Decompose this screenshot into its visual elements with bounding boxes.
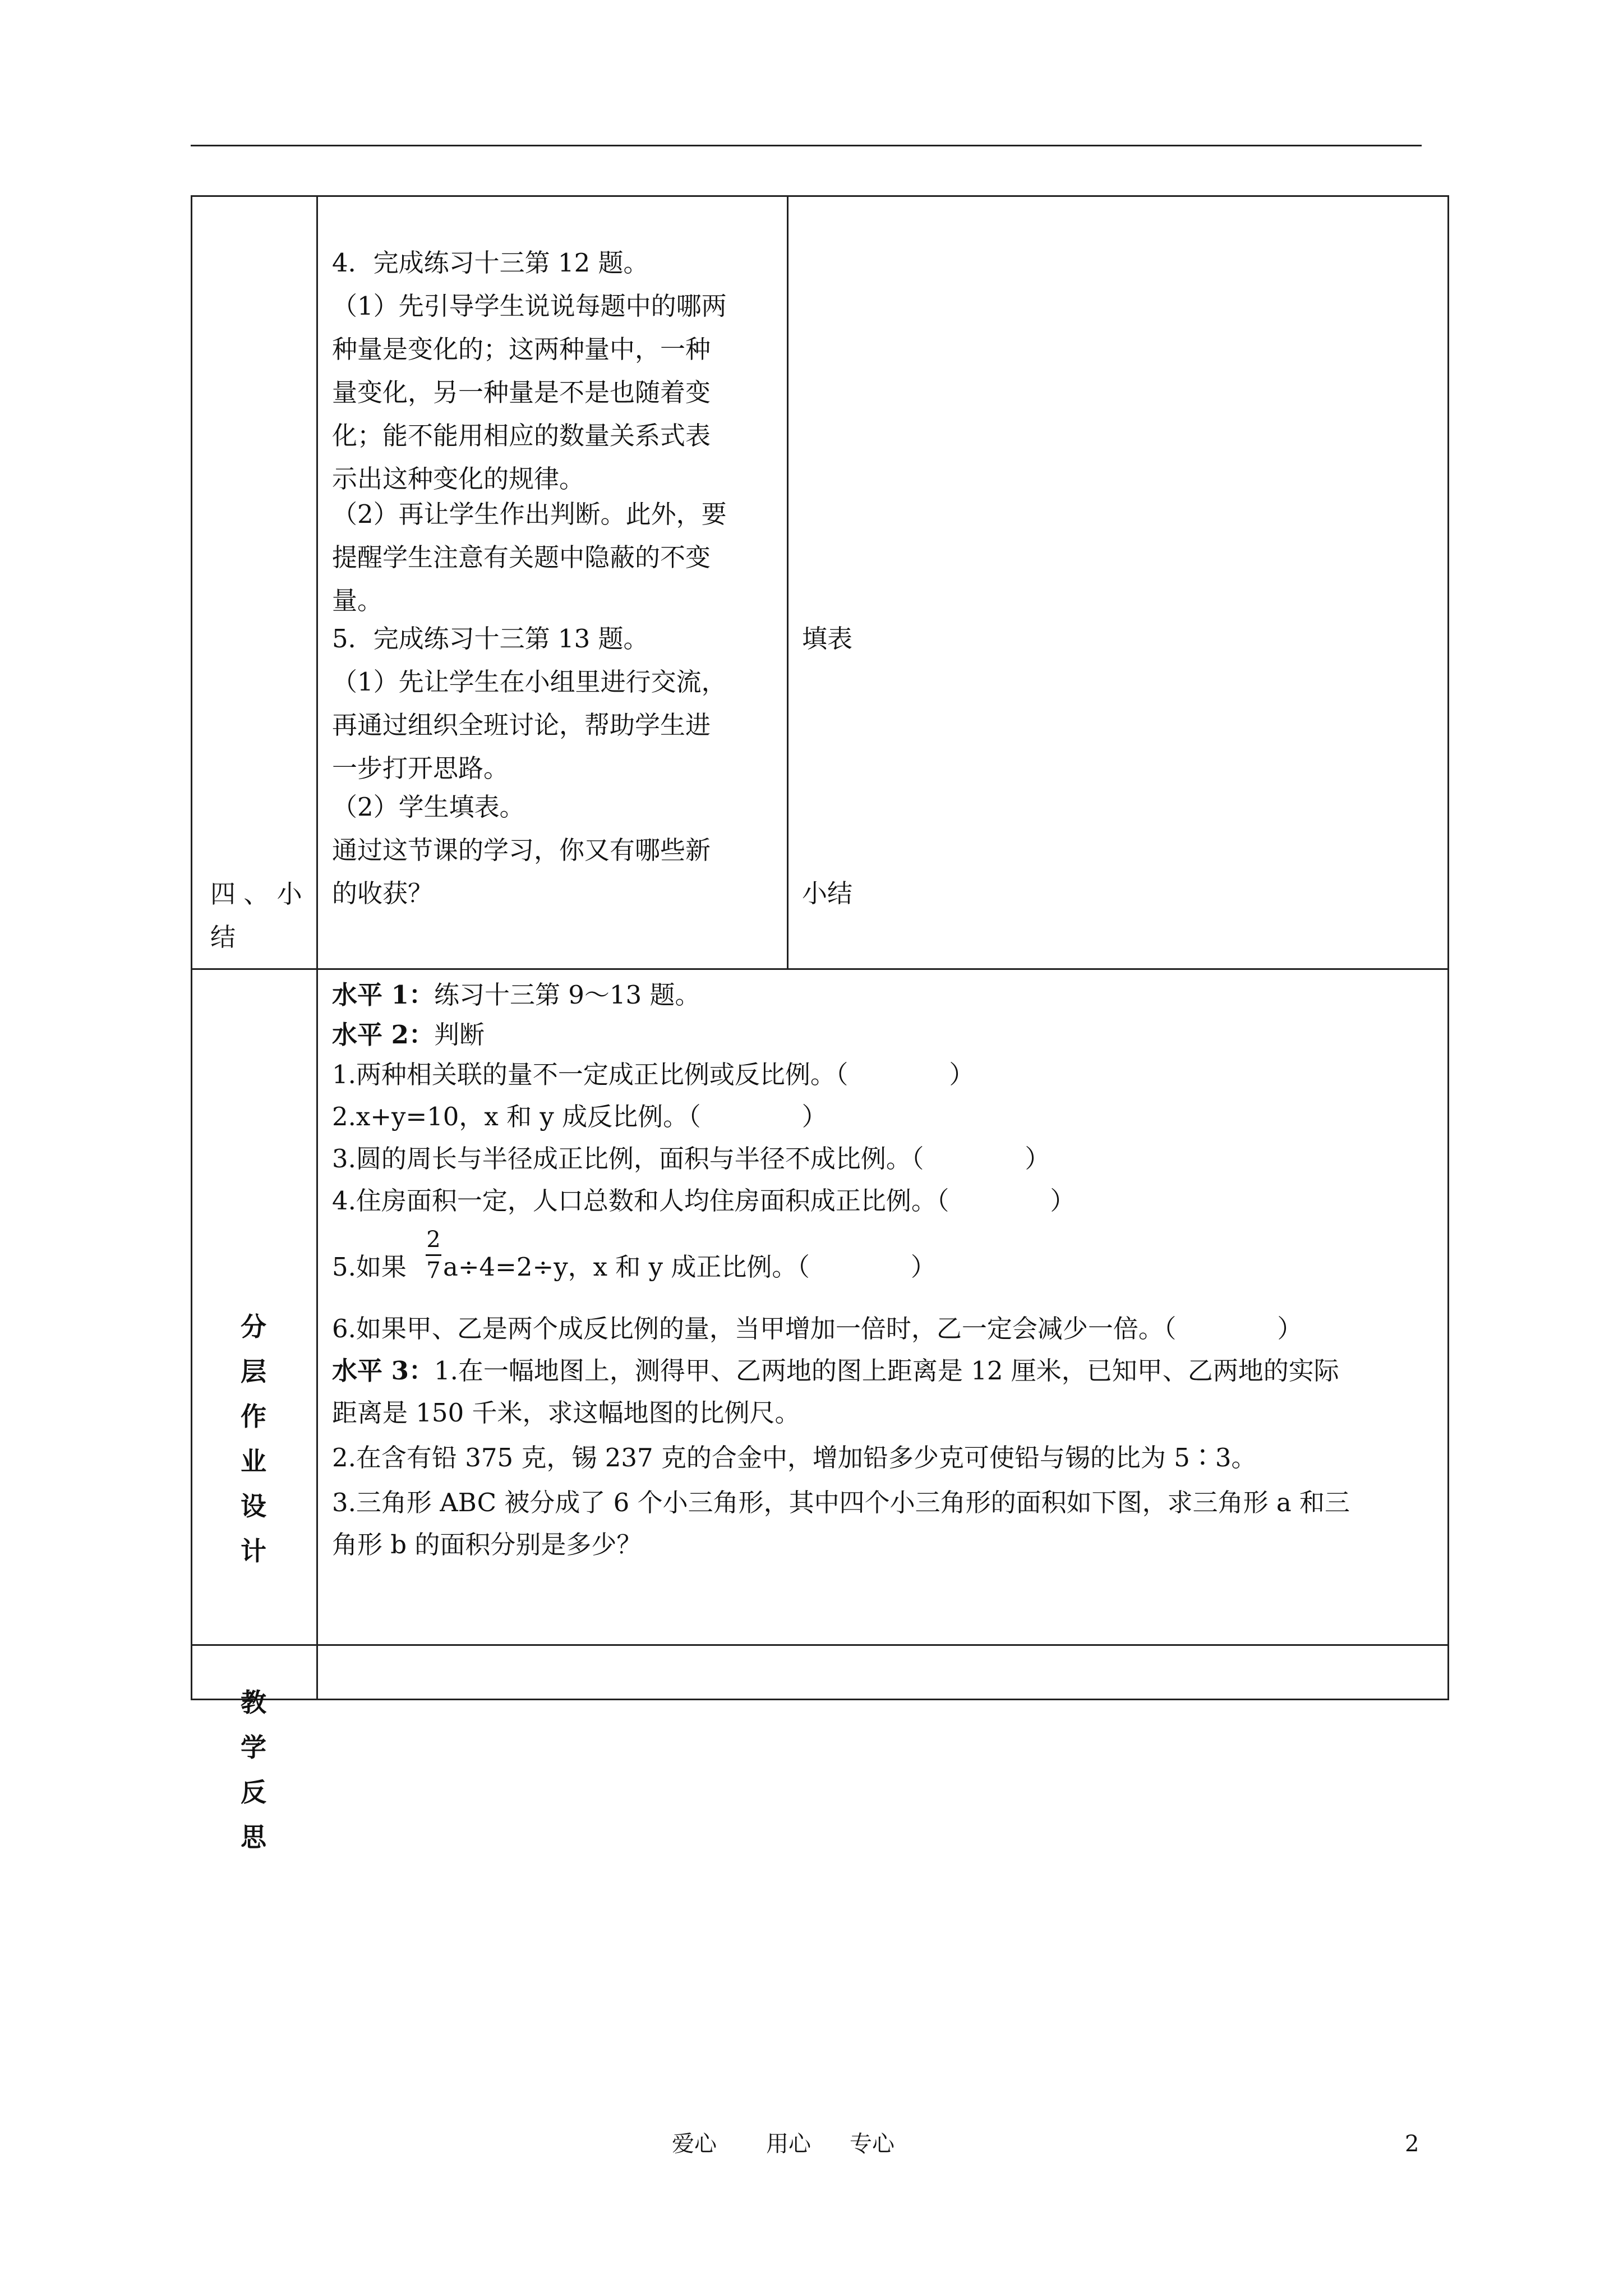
level-3-question-1-cont: 距离是 150 千米，求这幅地图的比例尺。 [332,1398,800,1428]
judge-question: 1.两种相关联的量不一定成正比例或反比例。（ ） [332,1060,975,1089]
header-rule [191,145,1422,146]
level-3 [332,1349,1339,1392]
level-1-text: 练习十三第 9～13 题。 [434,980,700,1010]
footer-motto: 用心 [766,2131,811,2157]
step-line: 5．完成练习十三第 13 题。 [332,624,649,654]
table-column-divider-right [787,195,789,969]
step-line: （2）再让学生作出判断。此外，要 [332,499,727,529]
footer-motto: 爱心 [672,2131,717,2157]
step-line: （2）学生填表。 [332,792,525,822]
homework-label-char: 作 [241,1401,266,1432]
level-3-question-3-cont: 角形 b 的面积分别是多少？ [332,1530,642,1559]
q5-fraction-numerator: 2 [426,1227,441,1253]
table-row-divider-2 [191,1644,1449,1646]
homework-label-char: 设 [241,1491,266,1521]
level-2-text: 判断 [434,1020,485,1050]
homework-label-char: 分 [241,1312,266,1342]
step-line: 种量是变化的；这两种量中，一种 [332,334,711,364]
step-line: （1）先引导学生说说每题中的哪两 [332,291,727,321]
step-line: 量变化，另一种量是不是也随着变 [332,378,711,407]
reflection-label-char: 教 [241,1687,266,1718]
step-line: 量。 [332,586,383,615]
step-line: 化；能不能用相应的数量关系式表 [332,421,711,450]
step-line: 一步打开思路。 [332,753,509,783]
level-3-question-2: 2.在含有铅 375 克，锡 237 克的合金中，增加铅多少克可使铅与锡的比为 5∶3。 [332,1443,1257,1473]
step-line: （1）先让学生在小组里进行交流， [332,667,727,697]
q5-fraction-bar [426,1254,441,1256]
level-1 [332,973,700,1016]
table-row-divider-1 [191,968,1449,970]
level-3-question-3: 3.三角形 ABC 被分成了 6 个小三角形，其中四个小三角形的面积如下图，求三角形 a 和三 [332,1488,1350,1517]
step-line: 通过这节课的学习，你又有哪些新 [332,835,711,865]
q5-prefix: 5.如果 [332,1252,407,1282]
fill-table-note: 填表 [802,624,853,654]
section-four-label: 四 、 小 [210,879,302,909]
reflection-label-char: 思 [241,1822,266,1852]
homework-label-char: 业 [241,1446,266,1476]
footer-motto: 专心 [850,2131,895,2157]
page-number: 2 [1405,2131,1419,2157]
step-line: 提醒学生注意有关题中隐蔽的不变 [332,542,711,572]
judge-question: 3.圆的周长与半径成正比例，面积与半径不成比例。（ ） [332,1144,1050,1174]
level-1-label: 水平 1： [332,980,434,1010]
judge-question: 2.x+y=10，x 和 y 成反比例。（ ） [332,1102,827,1131]
step-line: 4．完成练习十三第 12 题。 [332,248,649,278]
q5-suffix: a÷4=2÷y，x 和 y 成正比例。（ ） [443,1252,936,1282]
homework-label-char: 计 [241,1536,266,1566]
q5-fraction-denominator: 7 [426,1258,441,1283]
level-2 [332,1013,485,1056]
summary-note: 小结 [802,878,853,908]
step-line: 的收获？ [332,878,434,908]
level-3-question-1: 1.在一幅地图上，测得甲、乙两地的图上距离是 12 厘米，已知甲、乙两地的实际 [434,1356,1339,1386]
reflection-label-char: 反 [241,1777,266,1807]
section-four-label-cont: 结 [210,922,236,952]
step-line: 示出这种变化的规律。 [332,464,585,494]
table-column-divider-left [316,195,318,1700]
homework-label-char: 层 [241,1356,266,1387]
level-2-label: 水平 2： [332,1020,434,1050]
judge-question: 6.如果甲、乙是两个成反比例的量，当甲增加一倍时，乙一定会减少一倍。（ ） [332,1314,1303,1343]
judge-question: 4.住房面积一定，人口总数和人均住房面积成正比例。（ ） [332,1186,1076,1216]
reflection-label-char: 学 [241,1732,266,1763]
level-3-label: 水平 3： [332,1356,434,1386]
step-line: 再通过组织全班讨论，帮助学生进 [332,710,711,740]
